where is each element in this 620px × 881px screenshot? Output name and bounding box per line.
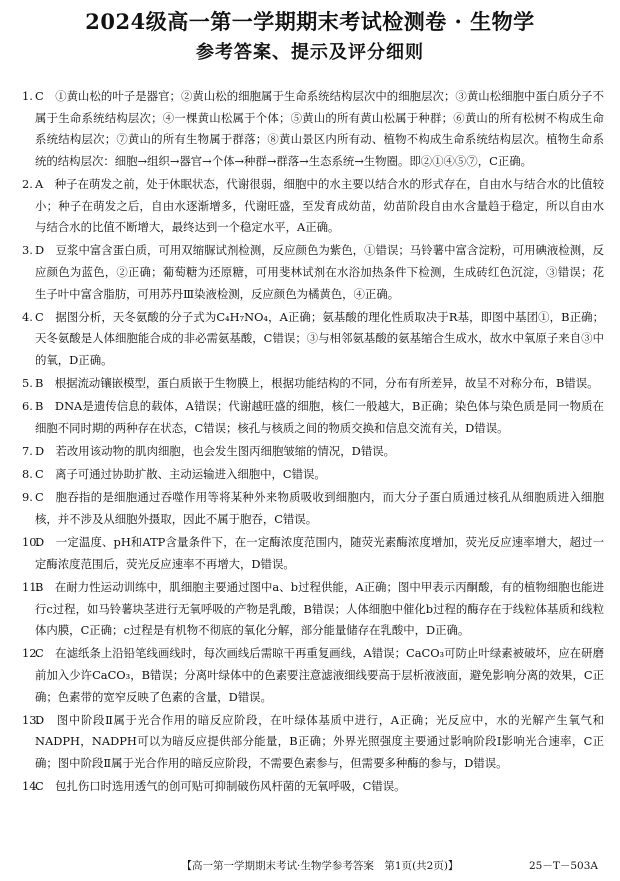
answer-number: 14. — [22, 779, 41, 794]
answer-number: 9. — [22, 490, 33, 505]
answer-number: 4. — [22, 309, 33, 324]
answer-text: B 根据流动镶嵌模型，蛋白质嵌于生物膜上，根据功能结构的不同，分布有所差异，故呈不对称分布，B错误。 — [35, 376, 599, 391]
answer-number: 10. — [22, 535, 41, 550]
answer-item-4 — [22, 307, 604, 372]
answer-number: 5. — [22, 376, 33, 391]
answer-number: 6. — [22, 399, 33, 414]
answer-number: 13. — [22, 712, 41, 727]
answer-text: C 胞吞指的是细胞通过吞噬作用等将某种外来物质吸收到细胞内，而大分子蛋白质通过核孔从细胞质进入细胞核，并不涉及从细胞外摄取，因此不属于胞吞，C错误。 — [35, 490, 604, 527]
answer-text: B 在耐力性运动训练中，肌细胞主要通过图中a、b过程供能，A正确；图中甲表示丙酮酸，有的植物细胞也能进行c过程，如马铃薯块茎进行无氧呼吸的产物是乳酸，B错误；人体细胞中催化b过程的酶存在于线粒体基质和线粒体内膜，C正确；c过程是有机物不彻底的氧化分解，部分能量储存在乳酸中，D正确。 — [35, 580, 604, 638]
answer-item-7 — [22, 441, 604, 463]
answer-text: D 若改用该动物的肌肉细胞，也会发生图丙细胞皱缩的情况，D错误。 — [35, 444, 395, 459]
answer-number: 8. — [22, 467, 33, 482]
answer-text: D 豆浆中富含蛋白质，可用双缩脲试剂检测，反应颜色为紫色，①错误；马铃薯中富含淀粉，可用碘液检测，反应颜色为蓝色，②正确；葡萄糖为还原糖，可用斐林试剂在水浴加热条件下检测，生成砖红色沉淀，③错误；花生子叶中富含脂肪，可用苏丹Ⅲ染液检测，反应颜色为橘黄色，④正确。 — [35, 243, 604, 301]
answer-item-5 — [22, 373, 604, 395]
answer-text: D 图中阶段Ⅱ属于光合作用的暗反应阶段，在叶绿体基质中进行，A正确；光反应中，水的光解产生氧气和NADPH，NADPH可以为暗反应提供部分能量，B正确；外界光照强度主要通过影响阶段Ⅰ影响光合速率，C正确；图中阶段Ⅱ属于光合作用的暗反应阶段，不需要色素参与，但需要多种酶的参与，D错误。 — [35, 712, 604, 770]
answer-item-6 — [22, 396, 604, 439]
answer-number: 2. — [22, 176, 33, 191]
answer-text: C 在滤纸条上沿铅笔线画线时，每次画线后需晾干再重复画线，A错误；CaCO₃可防止叶绿素被破坏，应在研磨前加入少许CaCO₃，B错误；分离叶绿体中的色素要注意滤液细线要高于层析液液面，避免影响分离的效果，C正确；色素带的宽窄反映了色素的含量，D错误。 — [35, 646, 604, 704]
answer-item-9 — [22, 487, 604, 530]
answer-number: 12. — [22, 646, 41, 661]
answer-item-8 — [22, 464, 604, 486]
answer-text: C 包扎伤口时选用透气的创可贴可抑制破伤风杆菌的无氧呼吸，C错误。 — [35, 779, 406, 794]
answer-text: C 离子可通过协助扩散、主动运输进入细胞中，C错误。 — [35, 467, 326, 482]
footer-page-info: 【高一第一学期期末考试·生物学参考答案 第1页(共2页)】 — [181, 860, 459, 872]
page-subtitle: 参考答案、提示及评分细则 — [196, 42, 424, 63]
answer-text: C 据图分析，天冬氨酸的分子式为C₄H₇NO₄，A正确；氨基酸的理化性质取决于R基，即图中基团①，B正确；天冬氨酸是人体细胞能合成的非必需氨基酸，C错误；③与相邻氨基酸的氨基缩合生成水，故水中氧原子来自③中的氧，D正确。 — [35, 309, 604, 367]
answer-text: D 一定温度、pH和ATP含量条件下，在一定酶浓度范围内，随荧光素酶浓度增加，荧光反应速率增大，超过一定酶浓度范围后，荧光反应速率不再增大，D错误。 — [35, 535, 604, 571]
footer-code: 25－T－503A — [529, 860, 598, 872]
answer-number: 3. — [22, 243, 33, 258]
answer-item-14 — [22, 776, 604, 798]
answer-number: 7. — [22, 444, 33, 459]
answer-text: A 种子在萌发之前，处于休眠状态，代谢很弱，细胞中的水主要以结合水的形式存在，自由水与结合水的比值较小；种子在萌发之后，自由水逐渐增多，代谢旺盛，至发育成幼苗，幼苗阶段自由水含量趋于稳定，所以自由水与结合水的比值不断增大，最终达到一个稳定水平，A正确。 — [35, 176, 604, 235]
answer-item-11 — [22, 577, 604, 642]
answer-item-12 — [22, 643, 604, 708]
answer-item-13 — [22, 710, 604, 775]
answer-number: 11. — [22, 580, 41, 594]
answer-item-1 — [22, 86, 604, 172]
answer-number: 1. — [22, 89, 33, 103]
answer-item-3 — [22, 240, 604, 305]
answer-text: C ①黄山松的叶子是器官；②黄山松的细胞属于生命系统结构层次中的细胞层次；③黄山松细胞中蛋白质分子不属于生命系统结构层次；④一棵黄山松属于个体；⑤黄山的所有黄山松属于种群；⑥黄山的所有松树不构成生命系统结构层次；⑦黄山的所有生物属于群落；⑧黄山景区内所有动、植物不构成生命系统结构层次。植物生命系统的结构层次：细胞→组织→器官→个体→种群→群落→生态系统→生物圈。即②①④⑤⑦，C正确。 — [35, 89, 604, 168]
answer-text: B DNA是遗传信息的载体，A错误；代谢越旺盛的细胞，核仁一般越大，B正确；染色体与染色质是同一物质在细胞不同时期的两种存在状态，C错误；核孔与核质之间的物质交换和信息交流有关，D错误。 — [35, 399, 604, 435]
answer-item-2 — [22, 174, 604, 239]
answer-item-10 — [22, 532, 604, 575]
page-title: 2024级高一第一学期期末考试检测卷 · 生物学 — [85, 9, 535, 34]
answer-list — [22, 86, 604, 799]
